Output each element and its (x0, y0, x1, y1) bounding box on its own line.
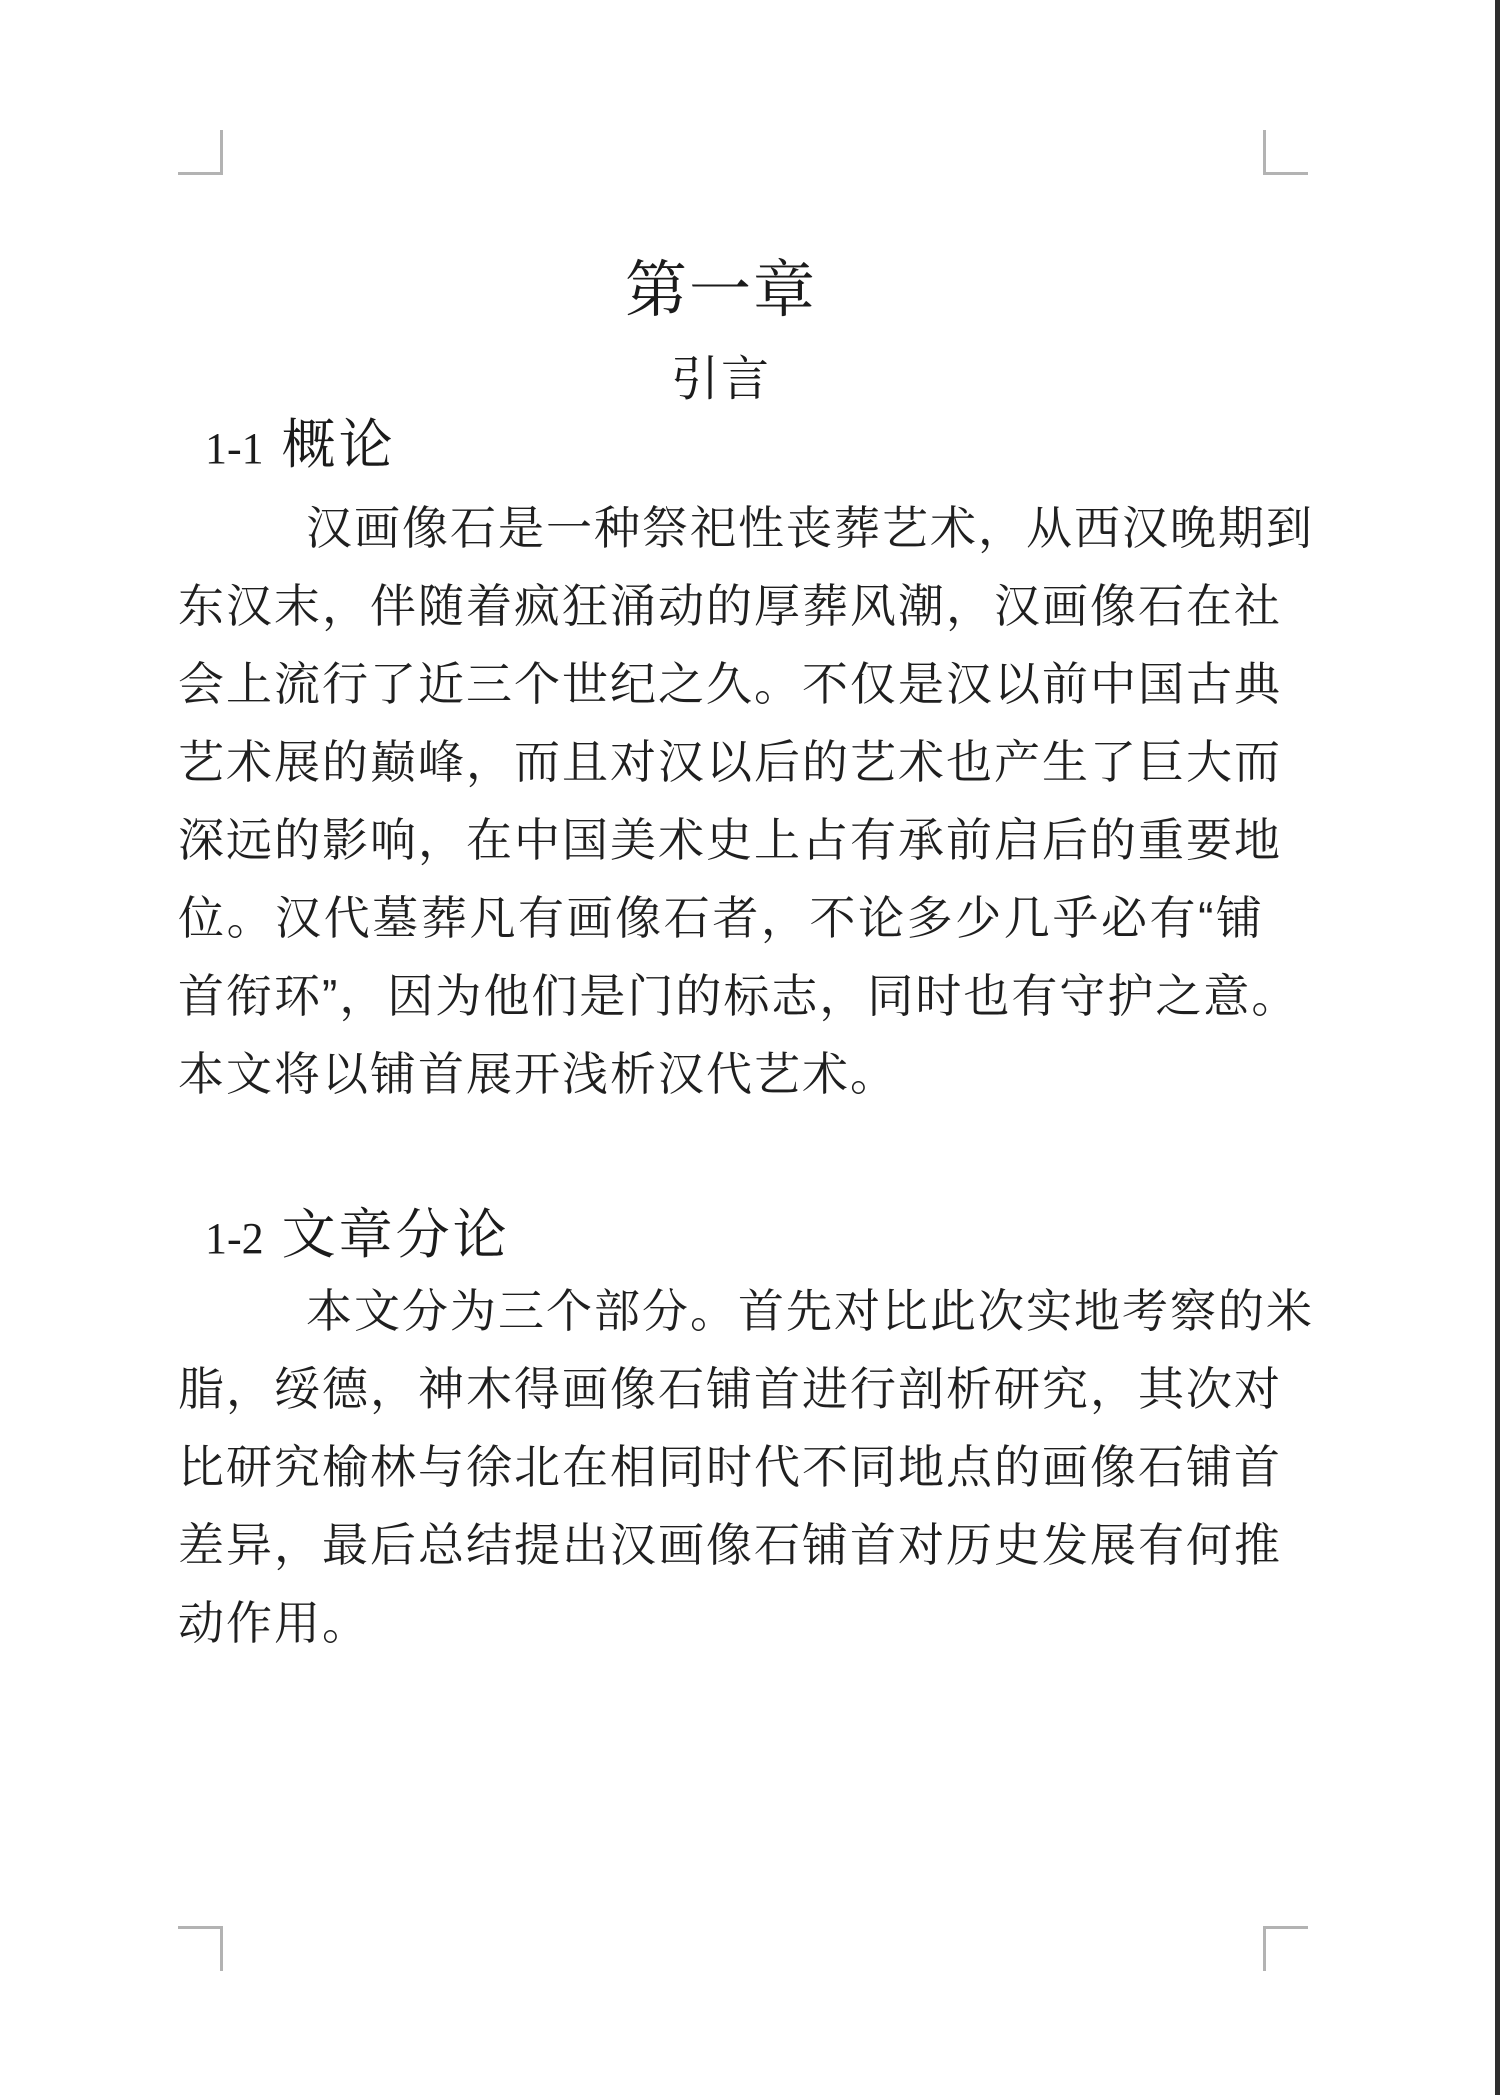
paragraph-line: 动作用。 (178, 1597, 370, 1649)
paragraph-line: 会上流行了近三个世纪之久。不仅是汉以前中国古典 (178, 658, 1282, 710)
section-heading-1-1 (205, 416, 396, 476)
section-1-2-paragraph (178, 1272, 1314, 1662)
section-1-1-paragraph (178, 489, 1314, 1113)
paragraph-line: 位。汉代墓葬凡有画像石者，不论多少几乎必有“铺 (178, 892, 1264, 944)
section-number: 1-1 (205, 424, 264, 473)
screen-right-edge (1495, 0, 1500, 2095)
paragraph-line: 深远的影响，在中国美术史上占有承前启后的重要地 (178, 814, 1282, 866)
paragraph-line: 脂，绥德，神木得画像石铺首进行剖析研究，其次对 (178, 1363, 1282, 1415)
section-title: 文章分论 (281, 1205, 510, 1265)
paragraph-line: 艺术展的巅峰，而且对汉以后的艺术也产生了巨大而 (178, 736, 1282, 788)
section-title: 概论 (281, 415, 396, 475)
paragraph-line: 本文分为三个部分。首先对比此次实地考察的米 (306, 1285, 1314, 1337)
paragraph-line: 东汉末，伴随着疯狂涌动的厚葬风潮，汉画像石在社 (178, 580, 1282, 632)
margin-crop-mark-top-left (178, 130, 223, 175)
margin-crop-mark-bottom-right (1263, 1926, 1308, 1971)
paragraph-line: 首衔环”，因为他们是门的标志，同时也有守护之意。 (178, 970, 1300, 1022)
section-number: 1-2 (205, 1214, 264, 1263)
paragraph-line: 汉画像石是一种祭祀性丧葬艺术，从西汉晚期到 (306, 502, 1314, 554)
paragraph-line: 差异，最后总结提出汉画像石铺首对历史发展有何推 (178, 1519, 1282, 1571)
section-heading-1-2 (205, 1206, 510, 1266)
margin-crop-mark-bottom-left (178, 1926, 223, 1971)
margin-crop-mark-top-right (1263, 130, 1308, 175)
paragraph-line: 比研究榆林与徐北在相同时代不同地点的画像石铺首 (178, 1441, 1282, 1493)
chapter-subtitle: 引言 (670, 353, 771, 406)
chapter-title: 第一章 (624, 256, 817, 325)
paragraph-line: 本文将以铺首展开浅析汉代艺术。 (178, 1048, 898, 1100)
